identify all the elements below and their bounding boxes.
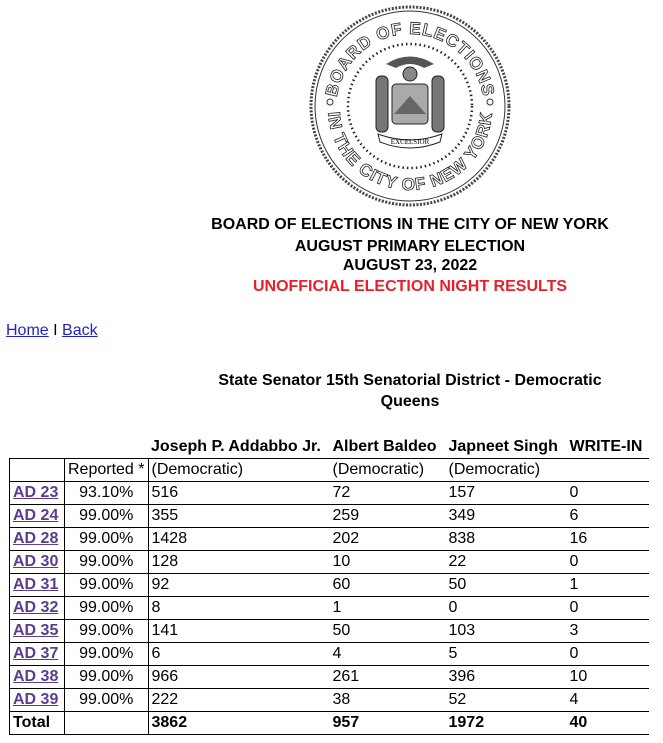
- vote-count: 72: [330, 482, 446, 505]
- reported-percent: 99.00%: [65, 689, 149, 712]
- district-link[interactable]: AD 39: [13, 691, 59, 708]
- candidate-name: WRITE-IN: [567, 436, 649, 459]
- candidate-name-row: [10, 436, 649, 459]
- reported-percent: 99.00%: [65, 528, 149, 551]
- vote-count: 10: [330, 551, 446, 574]
- table-row: [10, 597, 649, 620]
- vote-count: 516: [148, 482, 330, 505]
- vote-count: 261: [330, 666, 446, 689]
- reported-percent: 99.00%: [65, 666, 149, 689]
- total-vote-count: 1972: [446, 712, 567, 735]
- district-link[interactable]: AD 37: [13, 645, 59, 662]
- back-link[interactable]: Back: [62, 322, 98, 339]
- district-link[interactable]: AD 30: [13, 553, 59, 570]
- candidate-name: Japneet Singh: [446, 436, 567, 459]
- vote-count: 103: [446, 620, 567, 643]
- candidate-party: [567, 459, 649, 482]
- home-link[interactable]: Home: [6, 322, 49, 339]
- vote-count: 52: [446, 689, 567, 712]
- total-row: [10, 712, 649, 735]
- vote-count: 141: [148, 620, 330, 643]
- candidate-party: (Democratic): [446, 459, 567, 482]
- district-link[interactable]: AD 28: [13, 530, 59, 547]
- reported-percent: 99.00%: [65, 551, 149, 574]
- vote-count: 1: [567, 574, 649, 597]
- vote-count: 4: [330, 643, 446, 666]
- vote-count: 838: [446, 528, 567, 551]
- vote-count: 50: [446, 574, 567, 597]
- vote-count: 396: [446, 666, 567, 689]
- total-vote-count: 957: [330, 712, 446, 735]
- header-unofficial-notice: UNOFFICIAL ELECTION NIGHT RESULTS: [252, 278, 568, 295]
- total-vote-count: 3862: [148, 712, 330, 735]
- vote-count: 128: [148, 551, 330, 574]
- vote-count: 259: [330, 505, 446, 528]
- reported-percent: 99.00%: [65, 643, 149, 666]
- table-row: [10, 528, 649, 551]
- vote-count: 5: [446, 643, 567, 666]
- vote-count: 349: [446, 505, 567, 528]
- table-row: [10, 666, 649, 689]
- vote-count: 0: [567, 551, 649, 574]
- svg-text:BOARD OF ELECTIONS: BOARD OF ELECTIONS: [321, 18, 499, 99]
- table-row: [10, 689, 649, 712]
- vote-count: 92: [148, 574, 330, 597]
- vote-count: 0: [567, 597, 649, 620]
- vote-count: 6: [567, 505, 649, 528]
- candidate-name: Albert Baldeo: [330, 436, 446, 459]
- total-label: Total: [10, 712, 65, 735]
- reported-percent: 93.10%: [65, 482, 149, 505]
- party-row: [10, 459, 649, 482]
- race-title: State Senator 15th Senatorial District - Democratic: [218, 372, 602, 389]
- vote-count: 16: [567, 528, 649, 551]
- district-link[interactable]: AD 38: [13, 668, 59, 685]
- vote-count: 10: [567, 666, 649, 689]
- svg-text:IN THE CITY OF NEW YORK: IN THE CITY OF NEW YORK: [324, 110, 497, 195]
- header-organization: BOARD OF ELECTIONS IN THE CITY OF NEW YORK: [211, 216, 609, 233]
- vote-count: 4: [567, 689, 649, 712]
- district-link[interactable]: AD 31: [13, 576, 59, 593]
- district-link[interactable]: AD 35: [13, 622, 59, 639]
- race-heading: [200, 370, 620, 412]
- district-link[interactable]: AD 24: [13, 507, 59, 524]
- district-link[interactable]: AD 23: [13, 484, 59, 501]
- vote-count: 50: [330, 620, 446, 643]
- header-election-date: AUGUST 23, 2022: [342, 257, 478, 274]
- vote-count: 6: [148, 643, 330, 666]
- table-row: [10, 643, 649, 666]
- nav-separator: I: [53, 322, 58, 339]
- vote-count: 202: [330, 528, 446, 551]
- vote-count: 3: [567, 620, 649, 643]
- race-borough: Queens: [380, 393, 440, 410]
- total-vote-count: 40: [567, 712, 649, 735]
- vote-count: 0: [567, 482, 649, 505]
- reported-percent: 99.00%: [65, 620, 149, 643]
- reported-percent: 99.00%: [65, 574, 149, 597]
- vote-count: 355: [148, 505, 330, 528]
- vote-count: 1: [330, 597, 446, 620]
- vote-count: 0: [446, 597, 567, 620]
- vote-count: 222: [148, 689, 330, 712]
- table-row: [10, 551, 649, 574]
- vote-count: 60: [330, 574, 446, 597]
- table-row: [10, 574, 649, 597]
- vote-count: 0: [567, 643, 649, 666]
- vote-count: 157: [446, 482, 567, 505]
- svg-text:EXCELSIOR: EXCELSIOR: [390, 138, 430, 146]
- reported-percent: 99.00%: [65, 505, 149, 528]
- results-table: [9, 436, 649, 735]
- reported-header: Reported *: [65, 459, 149, 482]
- district-link[interactable]: AD 32: [13, 599, 59, 616]
- candidate-party: (Democratic): [330, 459, 446, 482]
- vote-count: 8: [148, 597, 330, 620]
- header-election-name: AUGUST PRIMARY ELECTION: [294, 238, 526, 255]
- candidate-party: (Democratic): [148, 459, 330, 482]
- candidate-name: Joseph P. Addabbo Jr.: [148, 436, 330, 459]
- table-row: [10, 620, 649, 643]
- nav-links: [6, 322, 98, 340]
- vote-count: 22: [446, 551, 567, 574]
- table-row: [10, 482, 649, 505]
- reported-percent: 99.00%: [65, 597, 149, 620]
- vote-count: 1428: [148, 528, 330, 551]
- table-row: [10, 505, 649, 528]
- vote-count: 966: [148, 666, 330, 689]
- vote-count: 38: [330, 689, 446, 712]
- board-of-elections-seal: [306, 4, 514, 209]
